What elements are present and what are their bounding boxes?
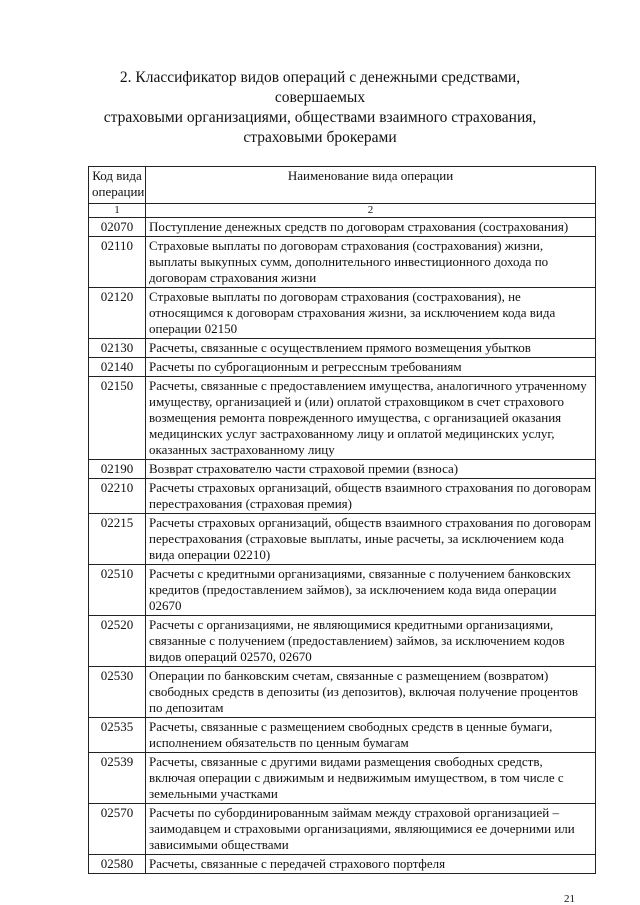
operation-name: Операции по банковским счетам, связанные с размещением (возвратом) свободных средств в депозиты (из депозитов), включая получение процентов по депозитам — [146, 667, 596, 718]
column-number-1: 1 — [89, 204, 146, 218]
table-row — [89, 514, 596, 565]
operation-code: 02130 — [89, 339, 146, 358]
operation-name: Расчеты с кредитными организациями, связанные с получением банковских кредитов (предоставлением займов), за исключением кода вида операции 02670 — [146, 565, 596, 616]
table-row — [89, 237, 596, 288]
operation-code: 02215 — [89, 514, 146, 565]
operation-code: 02539 — [89, 753, 146, 804]
table-row — [89, 667, 596, 718]
table-row — [89, 479, 596, 514]
operation-code: 02530 — [89, 667, 146, 718]
operation-name: Страховые выплаты по договорам страхования (сострахования) жизни, выплаты выкупных сумм, дополнительного инвестиционного дохода по договорам страхования жизни — [146, 237, 596, 288]
operation-code: 02570 — [89, 804, 146, 855]
operation-code: 02120 — [89, 288, 146, 339]
operations-table — [88, 166, 596, 874]
table-body — [89, 218, 596, 874]
table-row — [89, 718, 596, 753]
table-row — [89, 377, 596, 460]
operation-name: Расчеты, связанные с предоставлением имущества, аналогичного утраченному имуществу, организацией и (или) оплатой страховщиком в счет страхового возмещения ремонта поврежденного имущества, с организацией оказания медицинских услуг застрахованному лицу и оплатой медицинских услуг, оказанных застрахованному лицу — [146, 377, 596, 460]
column-number-2: 2 — [146, 204, 596, 218]
operation-name: Расчеты, связанные с осуществлением прямого возмещения убытков — [146, 339, 596, 358]
header-code: Код вида операции — [89, 167, 146, 204]
operation-name: Расчеты по суброгационным и регрессным требованиям — [146, 358, 596, 377]
table-row — [89, 616, 596, 667]
operation-name: Возврат страхователю части страховой премии (взноса) — [146, 460, 596, 479]
operation-name: Поступление денежных средств по договорам страхования (сострахования) — [146, 218, 596, 237]
page-title — [80, 68, 560, 148]
operation-name: Расчеты, связанные с размещением свободных средств в ценные бумаги, исполнением обязательств по ценным бумагам — [146, 718, 596, 753]
table-row — [89, 460, 596, 479]
operation-name: Расчеты страховых организаций, обществ взаимного страхования по договорам перестрахования (страховая премия) — [146, 479, 596, 514]
operation-name: Страховые выплаты по договорам страхования (сострахования), не относящимся к договорам страхования жизни, за исключением кода вида операции 02150 — [146, 288, 596, 339]
operation-name: Расчеты с организациями, не являющимися кредитными организациями, связанные с получением (предоставлением) займов, за исключением кодов видов операций 02570, 02670 — [146, 616, 596, 667]
title-line-2: страховыми организациями, обществами взаимного страхования, — [103, 109, 537, 126]
table-row — [89, 288, 596, 339]
operation-code: 02210 — [89, 479, 146, 514]
operation-code: 02190 — [89, 460, 146, 479]
title-line-1: 2. Классификатор видов операций с денежными средствами, совершаемых — [119, 69, 521, 106]
operation-name: Расчеты, связанные с другими видами размещения свободных средств, включая операции с движимым и недвижимым имуществом, в том числе с земельными участками — [146, 753, 596, 804]
header-name: Наименование вида операции — [146, 167, 596, 204]
title-line-3: страховыми брокерами — [243, 129, 397, 146]
operation-name: Расчеты, связанные с передачей страхового портфеля — [146, 855, 596, 874]
operation-code: 02520 — [89, 616, 146, 667]
operation-name: Расчеты страховых организаций, обществ взаимного страхования по договорам перестрахования (страховые выплаты, иные расчеты, за исключением кода вида операции 02210) — [146, 514, 596, 565]
operation-code: 02140 — [89, 358, 146, 377]
operation-code: 02580 — [89, 855, 146, 874]
operation-code: 02150 — [89, 377, 146, 460]
table-header-row — [89, 167, 596, 204]
operation-code: 02070 — [89, 218, 146, 237]
table-row — [89, 753, 596, 804]
table-row — [89, 339, 596, 358]
operation-code: 02110 — [89, 237, 146, 288]
operation-code: 02535 — [89, 718, 146, 753]
table-row — [89, 855, 596, 874]
table-row — [89, 804, 596, 855]
page-number: 21 — [564, 893, 575, 905]
operation-name: Расчеты по субординированным займам между страховой организацией – заимодавцем и страховыми организациями, являющимися ее дочерними или зависимыми обществами — [146, 804, 596, 855]
table-row — [89, 358, 596, 377]
column-number-row — [89, 204, 596, 218]
operation-code: 02510 — [89, 565, 146, 616]
table-row — [89, 218, 596, 237]
table-row — [89, 565, 596, 616]
